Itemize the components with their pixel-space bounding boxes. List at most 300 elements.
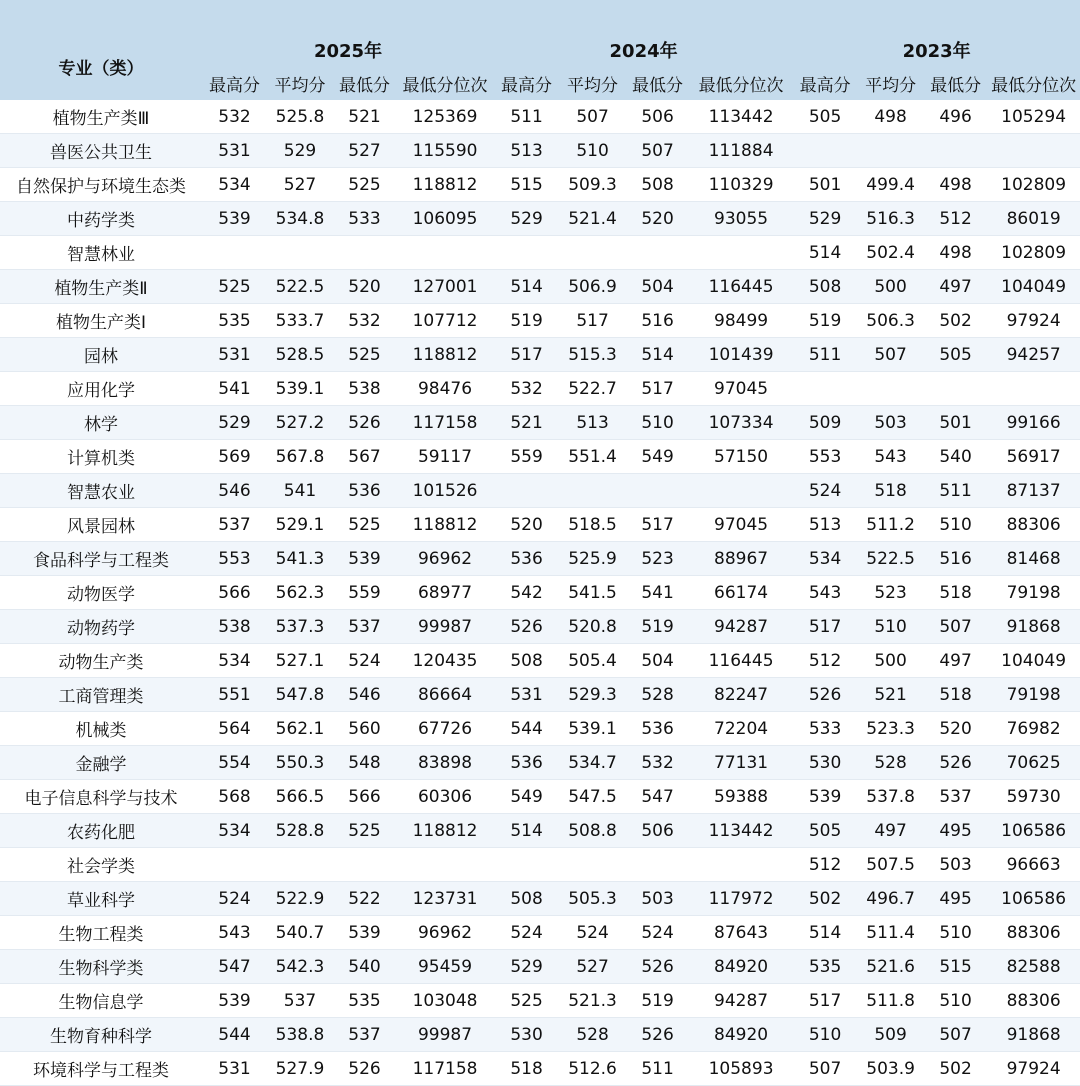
avg-score-header: 平均分 <box>559 66 626 100</box>
score-cell <box>689 848 793 882</box>
year-header-2024: 2024年 <box>494 33 793 66</box>
major-name-cell: 生物科学类 <box>0 950 202 984</box>
year-header-2025: 2025年 <box>202 33 494 66</box>
score-cell: 559 <box>494 440 559 474</box>
score-cell: 523.3 <box>857 712 924 746</box>
score-cell: 521 <box>494 406 559 440</box>
score-cell: 566.5 <box>267 780 333 814</box>
table-row <box>0 202 1080 236</box>
score-cell: 529 <box>494 202 559 236</box>
score-cell <box>793 134 857 168</box>
score-cell: 512 <box>793 644 857 678</box>
score-cell: 531 <box>202 1052 267 1086</box>
table-row <box>0 542 1080 576</box>
score-cell: 517 <box>793 610 857 644</box>
score-cell: 103048 <box>396 984 494 1018</box>
score-cell: 500 <box>857 270 924 304</box>
major-name-cell: 动物生产类 <box>0 644 202 678</box>
score-cell: 547.5 <box>559 780 626 814</box>
score-cell: 567 <box>333 440 396 474</box>
score-cell: 530 <box>494 1018 559 1052</box>
table-row <box>0 508 1080 542</box>
score-cell: 514 <box>793 916 857 950</box>
score-cell: 548 <box>333 746 396 780</box>
score-cell: 551 <box>202 678 267 712</box>
score-cell: 510 <box>924 916 987 950</box>
score-cell: 99166 <box>987 406 1080 440</box>
major-name-cell: 智慧林业 <box>0 236 202 270</box>
score-cell: 527.2 <box>267 406 333 440</box>
min-rank-header: 最低分位次 <box>396 66 494 100</box>
score-cell: 551.4 <box>559 440 626 474</box>
score-cell: 554 <box>202 746 267 780</box>
score-cell: 539 <box>202 202 267 236</box>
score-cell: 507 <box>793 1052 857 1086</box>
score-cell: 506.9 <box>559 270 626 304</box>
score-cell: 88306 <box>987 916 1080 950</box>
score-cell <box>793 372 857 406</box>
score-cell: 508 <box>626 168 689 202</box>
score-cell: 104049 <box>987 270 1080 304</box>
score-cell: 59388 <box>689 780 793 814</box>
score-cell: 507.5 <box>857 848 924 882</box>
score-cell: 98499 <box>689 304 793 338</box>
score-cell: 524 <box>793 474 857 508</box>
score-cell: 541.5 <box>559 576 626 610</box>
score-cell: 537 <box>202 508 267 542</box>
score-cell: 562.3 <box>267 576 333 610</box>
admission-scores-table <box>0 33 1080 1086</box>
score-cell: 99987 <box>396 1018 494 1052</box>
score-cell: 526 <box>494 610 559 644</box>
score-cell: 509 <box>857 1018 924 1052</box>
max-score-header: 最高分 <box>202 66 267 100</box>
score-cell: 538 <box>333 372 396 406</box>
score-cell: 520 <box>626 202 689 236</box>
score-cell: 111884 <box>689 134 793 168</box>
score-cell: 511 <box>793 338 857 372</box>
score-cell: 526 <box>333 1052 396 1086</box>
score-cell: 503.9 <box>857 1052 924 1086</box>
score-cell: 543 <box>857 440 924 474</box>
score-cell <box>924 372 987 406</box>
score-cell: 511.4 <box>857 916 924 950</box>
score-cell: 539 <box>793 780 857 814</box>
score-cell: 553 <box>202 542 267 576</box>
score-cell: 515 <box>924 950 987 984</box>
score-cell <box>396 848 494 882</box>
score-cell: 521.6 <box>857 950 924 984</box>
score-cell: 534 <box>202 168 267 202</box>
score-cell: 115590 <box>396 134 494 168</box>
score-cell: 562.1 <box>267 712 333 746</box>
score-cell: 512.6 <box>559 1052 626 1086</box>
score-cell <box>626 474 689 508</box>
score-cell <box>559 474 626 508</box>
table-row <box>0 236 1080 270</box>
major-name-cell: 植物生产类Ⅰ <box>0 304 202 338</box>
score-cell <box>494 474 559 508</box>
score-cell: 540 <box>333 950 396 984</box>
score-cell: 105294 <box>987 100 1080 134</box>
score-cell: 520.8 <box>559 610 626 644</box>
score-cell: 503 <box>626 882 689 916</box>
score-cell: 537 <box>267 984 333 1018</box>
score-cell: 537 <box>333 610 396 644</box>
table-row <box>0 1018 1080 1052</box>
score-cell: 567.8 <box>267 440 333 474</box>
score-cell: 524 <box>626 916 689 950</box>
score-cell <box>202 236 267 270</box>
score-cell: 550.3 <box>267 746 333 780</box>
score-cell: 537 <box>924 780 987 814</box>
score-cell: 539.1 <box>559 712 626 746</box>
score-cell: 517 <box>793 984 857 1018</box>
avg-score-header: 平均分 <box>857 66 924 100</box>
major-name-cell: 应用化学 <box>0 372 202 406</box>
score-cell: 533.7 <box>267 304 333 338</box>
score-cell: 530 <box>793 746 857 780</box>
score-cell: 102809 <box>987 236 1080 270</box>
score-cell: 102809 <box>987 168 1080 202</box>
score-cell: 94257 <box>987 338 1080 372</box>
score-cell: 527 <box>267 168 333 202</box>
score-cell: 70625 <box>987 746 1080 780</box>
major-name-cell: 林学 <box>0 406 202 440</box>
table-row <box>0 950 1080 984</box>
score-cell: 539 <box>333 916 396 950</box>
score-cell: 533 <box>793 712 857 746</box>
score-cell: 523 <box>626 542 689 576</box>
score-cell: 96962 <box>396 542 494 576</box>
score-cell: 543 <box>202 916 267 950</box>
score-cell: 107334 <box>689 406 793 440</box>
score-cell: 101526 <box>396 474 494 508</box>
score-cell: 519 <box>626 984 689 1018</box>
score-cell: 536 <box>494 746 559 780</box>
score-cell: 106586 <box>987 882 1080 916</box>
score-cell: 546 <box>202 474 267 508</box>
table-row <box>0 780 1080 814</box>
score-cell: 527 <box>559 950 626 984</box>
major-name-cell: 社会学类 <box>0 848 202 882</box>
table-row <box>0 474 1080 508</box>
score-cell <box>559 848 626 882</box>
major-name-cell: 生物工程类 <box>0 916 202 950</box>
score-cell: 518 <box>924 678 987 712</box>
score-cell: 525.9 <box>559 542 626 576</box>
score-cell: 537 <box>333 1018 396 1052</box>
score-cell: 508 <box>494 882 559 916</box>
score-cell: 549 <box>626 440 689 474</box>
score-cell: 118812 <box>396 338 494 372</box>
score-cell: 524 <box>202 882 267 916</box>
major-name-cell: 草业科学 <box>0 882 202 916</box>
score-cell: 525 <box>494 984 559 1018</box>
score-cell: 566 <box>333 780 396 814</box>
score-cell <box>857 134 924 168</box>
score-cell: 534.8 <box>267 202 333 236</box>
score-cell: 59730 <box>987 780 1080 814</box>
score-cell: 533 <box>333 202 396 236</box>
score-cell: 96962 <box>396 916 494 950</box>
score-cell: 535 <box>202 304 267 338</box>
major-name-cell: 农药化肥 <box>0 814 202 848</box>
table-row <box>0 440 1080 474</box>
score-cell: 542.3 <box>267 950 333 984</box>
score-cell: 547.8 <box>267 678 333 712</box>
score-cell: 77131 <box>689 746 793 780</box>
score-cell: 68977 <box>396 576 494 610</box>
score-cell <box>857 372 924 406</box>
score-cell: 517 <box>626 372 689 406</box>
score-cell: 120435 <box>396 644 494 678</box>
score-cell: 534 <box>202 814 267 848</box>
score-cell: 508 <box>494 644 559 678</box>
score-cell: 93055 <box>689 202 793 236</box>
score-cell: 118812 <box>396 814 494 848</box>
score-cell: 505.3 <box>559 882 626 916</box>
score-cell: 523 <box>857 576 924 610</box>
table-row <box>0 1052 1080 1086</box>
score-cell <box>494 848 559 882</box>
score-cell: 516 <box>924 542 987 576</box>
score-cell: 86664 <box>396 678 494 712</box>
major-column-header: 专业（类） <box>0 33 202 100</box>
score-cell: 522.9 <box>267 882 333 916</box>
score-cell: 519 <box>793 304 857 338</box>
score-cell: 529.3 <box>559 678 626 712</box>
major-name-cell: 自然保护与环境生态类 <box>0 168 202 202</box>
score-cell: 525 <box>202 270 267 304</box>
score-cell: 99987 <box>396 610 494 644</box>
score-cell <box>267 236 333 270</box>
score-cell: 88306 <box>987 984 1080 1018</box>
major-name-cell: 植物生产类Ⅱ <box>0 270 202 304</box>
major-name-cell: 食品科学与工程类 <box>0 542 202 576</box>
score-cell: 541 <box>202 372 267 406</box>
min-score-header: 最低分 <box>924 66 987 100</box>
score-cell: 531 <box>202 338 267 372</box>
score-cell: 529 <box>267 134 333 168</box>
score-cell: 511 <box>494 100 559 134</box>
score-cell: 96663 <box>987 848 1080 882</box>
score-cell: 498 <box>857 100 924 134</box>
score-cell: 498 <box>924 236 987 270</box>
table-row <box>0 610 1080 644</box>
score-cell: 514 <box>793 236 857 270</box>
score-cell: 88306 <box>987 508 1080 542</box>
score-cell: 496.7 <box>857 882 924 916</box>
score-cell: 520 <box>494 508 559 542</box>
score-cell <box>626 236 689 270</box>
major-name-cell: 金融学 <box>0 746 202 780</box>
score-cell: 117158 <box>396 406 494 440</box>
score-cell: 544 <box>202 1018 267 1052</box>
score-cell: 91868 <box>987 610 1080 644</box>
score-cell: 79198 <box>987 678 1080 712</box>
score-cell: 566 <box>202 576 267 610</box>
major-name-cell: 中药学类 <box>0 202 202 236</box>
score-cell: 526 <box>626 1018 689 1052</box>
score-cell: 97924 <box>987 304 1080 338</box>
score-cell: 537.3 <box>267 610 333 644</box>
score-cell: 532 <box>333 304 396 338</box>
score-cell: 514 <box>626 338 689 372</box>
table-row <box>0 338 1080 372</box>
score-cell: 529 <box>793 202 857 236</box>
score-cell: 496 <box>924 100 987 134</box>
score-cell: 539 <box>333 542 396 576</box>
score-cell: 503 <box>924 848 987 882</box>
score-cell: 497 <box>857 814 924 848</box>
score-cell: 505.4 <box>559 644 626 678</box>
score-cell: 497 <box>924 270 987 304</box>
score-cell: 510 <box>793 1018 857 1052</box>
score-cell: 538 <box>202 610 267 644</box>
score-cell: 498 <box>924 168 987 202</box>
score-cell: 564 <box>202 712 267 746</box>
score-cell: 123731 <box>396 882 494 916</box>
score-cell <box>987 134 1080 168</box>
score-cell: 534.7 <box>559 746 626 780</box>
score-cell: 105893 <box>689 1052 793 1086</box>
score-cell: 106586 <box>987 814 1080 848</box>
major-name-cell: 机械类 <box>0 712 202 746</box>
score-cell: 526 <box>626 950 689 984</box>
score-cell: 83898 <box>396 746 494 780</box>
score-cell: 82588 <box>987 950 1080 984</box>
score-cell: 510 <box>559 134 626 168</box>
score-cell: 72204 <box>689 712 793 746</box>
score-cell: 502.4 <box>857 236 924 270</box>
score-cell: 516 <box>626 304 689 338</box>
score-cell: 516.3 <box>857 202 924 236</box>
score-cell: 502 <box>924 1052 987 1086</box>
score-cell: 94287 <box>689 984 793 1018</box>
score-cell: 506.3 <box>857 304 924 338</box>
score-cell: 541 <box>267 474 333 508</box>
score-cell <box>626 848 689 882</box>
score-cell: 519 <box>626 610 689 644</box>
score-cell: 525 <box>333 508 396 542</box>
major-name-cell: 电子信息科学与技术 <box>0 780 202 814</box>
score-cell: 118812 <box>396 168 494 202</box>
score-cell: 507 <box>626 134 689 168</box>
score-cell: 520 <box>924 712 987 746</box>
score-cell: 537.8 <box>857 780 924 814</box>
score-cell <box>396 236 494 270</box>
score-cell: 67726 <box>396 712 494 746</box>
score-cell: 541.3 <box>267 542 333 576</box>
major-name-cell: 风景园林 <box>0 508 202 542</box>
score-cell: 118812 <box>396 508 494 542</box>
score-cell: 529 <box>494 950 559 984</box>
major-name-cell: 动物医学 <box>0 576 202 610</box>
score-cell: 526 <box>924 746 987 780</box>
score-cell: 86019 <box>987 202 1080 236</box>
score-cell: 511.8 <box>857 984 924 1018</box>
score-cell: 518 <box>857 474 924 508</box>
score-cell: 513 <box>793 508 857 542</box>
score-cell: 513 <box>559 406 626 440</box>
score-cell: 501 <box>924 406 987 440</box>
score-cell: 544 <box>494 712 559 746</box>
major-name-cell: 生物育种科学 <box>0 1018 202 1052</box>
max-score-header: 最高分 <box>494 66 559 100</box>
score-cell: 505 <box>793 100 857 134</box>
score-cell: 509.3 <box>559 168 626 202</box>
score-cell: 84920 <box>689 1018 793 1052</box>
score-cell: 547 <box>626 780 689 814</box>
score-cell <box>494 236 559 270</box>
score-cell: 517 <box>626 508 689 542</box>
score-cell: 547 <box>202 950 267 984</box>
score-cell: 57150 <box>689 440 793 474</box>
score-cell <box>924 134 987 168</box>
min-score-header: 最低分 <box>333 66 396 100</box>
score-cell: 502 <box>924 304 987 338</box>
score-cell: 527.9 <box>267 1052 333 1086</box>
score-cell: 512 <box>793 848 857 882</box>
score-cell: 515.3 <box>559 338 626 372</box>
score-cell: 510 <box>924 984 987 1018</box>
score-cell: 507 <box>924 610 987 644</box>
score-cell: 518.5 <box>559 508 626 542</box>
score-cell: 509 <box>793 406 857 440</box>
score-cell: 501 <box>793 168 857 202</box>
score-cell: 59117 <box>396 440 494 474</box>
major-name-cell: 生物信息学 <box>0 984 202 1018</box>
score-cell <box>333 848 396 882</box>
year-header-2023: 2023年 <box>793 33 1080 66</box>
score-cell: 569 <box>202 440 267 474</box>
score-cell: 528.5 <box>267 338 333 372</box>
score-cell: 125369 <box>396 100 494 134</box>
score-cell: 517 <box>559 304 626 338</box>
score-cell: 116445 <box>689 644 793 678</box>
score-cell: 515 <box>494 168 559 202</box>
score-cell: 534 <box>202 644 267 678</box>
score-cell: 505 <box>924 338 987 372</box>
top-header-band <box>0 0 1080 33</box>
score-cell <box>559 236 626 270</box>
table-row <box>0 406 1080 440</box>
score-cell: 524 <box>559 916 626 950</box>
score-cell: 560 <box>333 712 396 746</box>
table-row <box>0 916 1080 950</box>
score-cell: 528 <box>559 1018 626 1052</box>
score-cell: 510 <box>626 406 689 440</box>
min-rank-header: 最低分位次 <box>689 66 793 100</box>
score-cell: 532 <box>626 746 689 780</box>
min-score-header: 最低分 <box>626 66 689 100</box>
score-cell: 528.8 <box>267 814 333 848</box>
major-name-cell: 环境科学与工程类 <box>0 1052 202 1086</box>
score-cell: 94287 <box>689 610 793 644</box>
score-cell: 535 <box>793 950 857 984</box>
score-cell: 525 <box>333 338 396 372</box>
score-cell: 514 <box>494 270 559 304</box>
score-cell: 97045 <box>689 372 793 406</box>
score-cell: 511 <box>924 474 987 508</box>
score-cell: 522 <box>333 882 396 916</box>
score-cell: 526 <box>333 406 396 440</box>
score-cell: 522.5 <box>267 270 333 304</box>
score-cell: 76982 <box>987 712 1080 746</box>
score-cell: 540.7 <box>267 916 333 950</box>
score-cell: 518 <box>924 576 987 610</box>
